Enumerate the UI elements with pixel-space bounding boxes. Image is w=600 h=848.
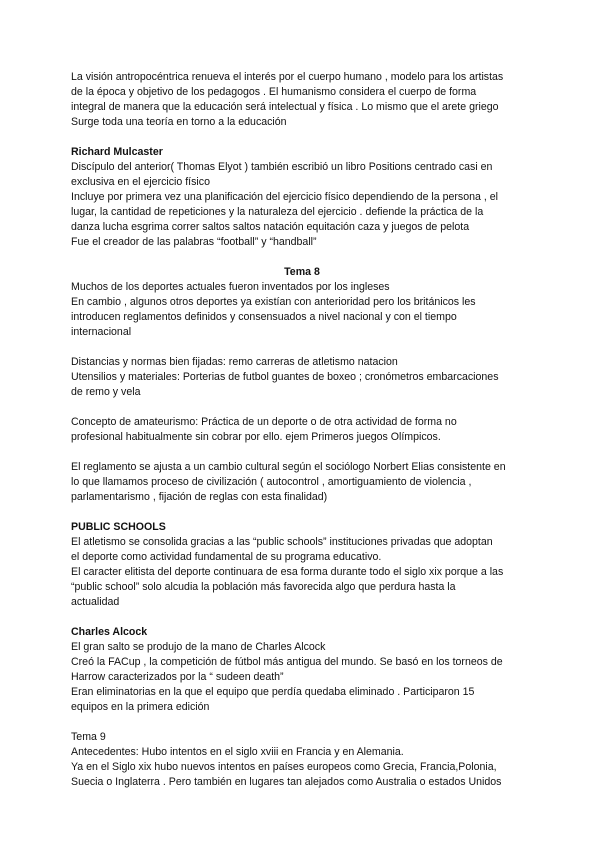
text-line: La visión antropocéntrica renueva el interés por el cuerpo humano , modelo para los artistas (71, 71, 504, 83)
section-tema-9 (71, 730, 533, 790)
text-line: Creó la FACup , la competición de fútbol más antigua del mundo. Se basó en los torneos de (71, 656, 503, 668)
section-tema-8 (71, 265, 533, 340)
text-line: El atletismo se consolida gracias a las “public schools” instituciones privadas que adoptan (71, 536, 493, 548)
text-line: el deporte como actividad fundamental de su programa educativo. (71, 551, 382, 563)
text-line: Eran eliminatorias en la que el equipo que perdía quedaba eliminado . Participaron 15 (71, 686, 475, 698)
spacer (71, 130, 533, 145)
document-body (71, 70, 533, 790)
text-line: Antecedentes: Hubo intentos en el siglo xviii en Francia y en Alemania. (71, 746, 404, 758)
section-heading: Richard Mulcaster (71, 146, 163, 158)
text-line: Suecia o Inglaterra . Pero también en lugares tan alejados como Australia o estados Unidos (71, 776, 502, 788)
text-line: Ya en el Siglo xix hubo nuevos intentos en países europeos como Grecia, Francia,Polonia, (71, 761, 497, 773)
spacer (71, 445, 533, 460)
text-line: lo que llamamos proceso de civilización ( autocontrol , amortiguamiento de violencia , (71, 476, 472, 488)
text-line: Fue el creador de las palabras “football” y “handball” (71, 236, 317, 248)
distancias-paragraph (71, 355, 533, 400)
section-heading: Tema 8 (284, 266, 320, 278)
reglamento-paragraph (71, 460, 533, 505)
text-line: El caracter elitista del deporte continuara de esa forma durante todo el siglo xix porque a las (71, 566, 504, 578)
text-line: internacional (71, 326, 132, 338)
spacer (71, 610, 533, 625)
section-heading: Tema 9 (71, 731, 106, 743)
spacer (71, 715, 533, 730)
section-mulcaster (71, 145, 533, 250)
spacer (71, 250, 533, 265)
text-line: profesional habitualmente sin cobrar por ello. ejem Primeros juegos Olímpicos. (71, 431, 441, 443)
text-line: Distancias y normas bien fijadas: remo carreras de atletismo natacion (71, 356, 398, 368)
spacer (71, 340, 533, 355)
text-line: integral de manera que la educación será intelectual y física . Lo mismo que el arete griego (71, 101, 499, 113)
text-line: parlamentarismo , fijación de reglas con esta finalidad) (71, 491, 328, 503)
text-line: danza lucha esgrima correr saltos saltos natación equitación caza y juegos de pelota (71, 221, 470, 233)
text-line: lugar, la cantidad de repeticiones y la naturaleza del ejercicio . defiende la práctica de la (71, 206, 484, 218)
text-line: exclusiva en el ejercicio físico (71, 176, 210, 188)
text-line: Concepto de amateurismo: Práctica de un deporte o de otra actividad de forma no (71, 416, 457, 428)
text-line: El reglamento se ajusta a un cambio cultural según el sociólogo Norbert Elias consistente en (71, 461, 506, 473)
text-line: El gran salto se produjo de la mano de Charles Alcock (71, 641, 326, 653)
text-line: Incluye por primera vez una planificación del ejercicio físico dependiendo de la persona , el (71, 191, 498, 203)
amateurismo-paragraph (71, 415, 533, 445)
text-line: En cambio , algunos otros deportes ya existían con anterioridad pero los británicos les (71, 296, 476, 308)
text-line: Utensilios y materiales: Porterias de futbol guantes de boxeo ; cronómetros embarcaciones (71, 371, 499, 383)
text-line: Harrow caracterizados por la “ sudeen death” (71, 671, 284, 683)
text-line: Surge toda una teoría en torno a la educación (71, 116, 287, 128)
text-line: “public school” solo alcudia la población más favorecida algo que perdura hasta la (71, 581, 456, 593)
text-line: actualidad (71, 596, 120, 608)
text-line: Muchos de los deportes actuales fueron inventados por los ingleses (71, 281, 390, 293)
text-line: Discípulo del anterior( Thomas Elyot ) también escribió un libro Positions centrado casi en (71, 161, 493, 173)
text-line: introducen reglamentos definidos y consensuados a nivel nacional y con el tiempo (71, 311, 457, 323)
section-alcock (71, 625, 533, 715)
spacer (71, 505, 533, 520)
section-heading: Charles Alcock (71, 626, 148, 638)
spacer (71, 400, 533, 415)
section-heading: PUBLIC SCHOOLS (71, 521, 166, 533)
intro-paragraph (71, 70, 533, 130)
section-public-schools (71, 520, 533, 610)
text-line: equipos en la primera edición (71, 701, 210, 713)
text-line: de remo y vela (71, 386, 141, 398)
text-line: de la época y objetivo de los pedagogos . El humanismo considera el cuerpo de forma (71, 86, 477, 98)
